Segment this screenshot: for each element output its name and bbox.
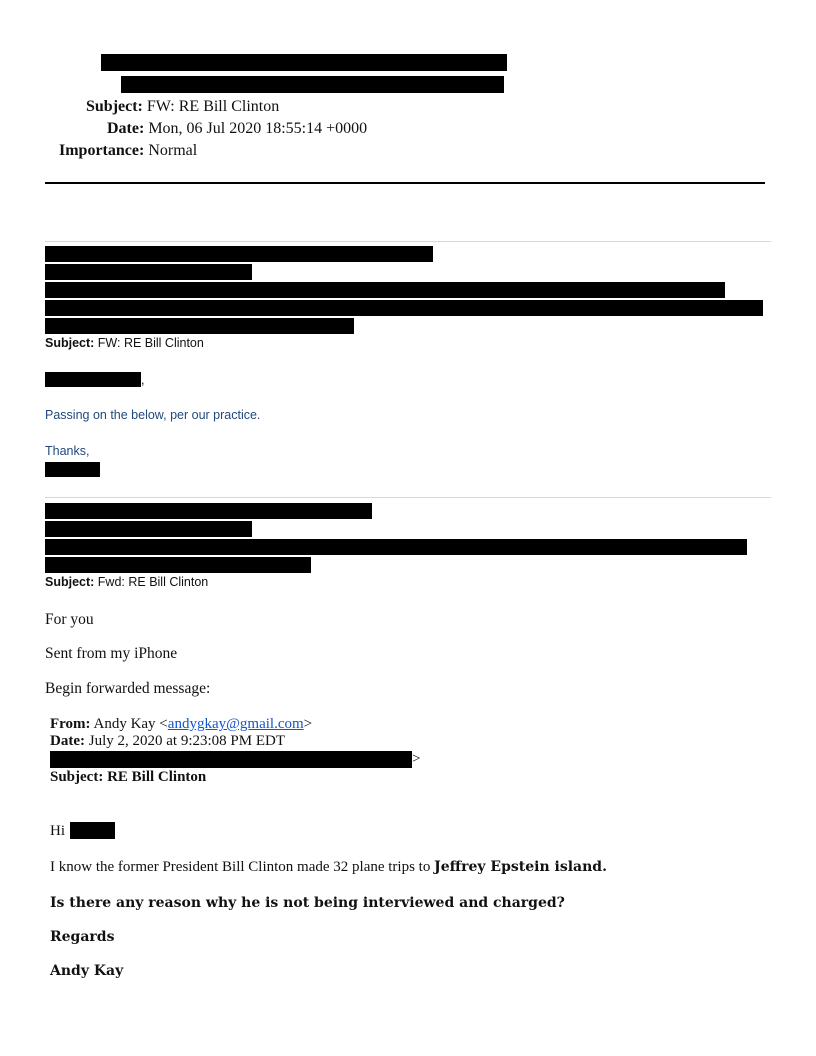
redacted-fwd1-from <box>45 246 433 262</box>
orig-greeting: Hi <box>50 823 65 839</box>
fwd2-subject <box>45 575 208 590</box>
header-date <box>107 120 367 138</box>
redacted-recipient-name <box>70 822 115 839</box>
fwd2-line-sent-from: Sent from my iPhone <box>45 645 178 662</box>
orig-from-label: From: <box>50 716 91 732</box>
header-importance <box>59 142 197 160</box>
orig-date-value: July 2, 2020 at 9:23:08 PM EDT <box>88 733 285 749</box>
fwd1-signoff: Thanks, <box>45 444 90 458</box>
header-subject-label: Subject: <box>86 98 143 115</box>
fwd2-line-begin: Begin forwarded message: <box>45 680 211 697</box>
header-importance-value: Normal <box>148 142 198 159</box>
header-importance-label: Importance: <box>59 142 145 159</box>
fwd2-line-for-you: For you <box>45 611 94 628</box>
redacted-fwd1-to <box>45 282 725 298</box>
forward-divider-2 <box>45 497 771 498</box>
orig-from-close: > <box>303 716 313 732</box>
fwd1-subject <box>45 336 204 351</box>
redacted-orig-to <box>50 751 412 768</box>
orig-paragraph-2: Is there any reason why he is not being interviewed and charged? <box>50 895 565 911</box>
orig-subject-label: Subject: <box>50 769 104 785</box>
greeting-comma: , <box>141 373 145 387</box>
orig-date-label: Date: <box>50 733 85 749</box>
orig-paragraph-1 <box>50 858 607 876</box>
fwd2-subject-label: Subject: <box>45 575 95 589</box>
orig-from-name: Andy Kay < <box>93 716 168 732</box>
fwd2-subject-value: Fwd: RE Bill Clinton <box>97 575 209 589</box>
fwd1-subject-label: Subject: <box>45 336 95 350</box>
header-divider <box>45 182 765 184</box>
redacted-signer <box>45 462 100 477</box>
redacted-fwd2-to <box>45 539 747 555</box>
forward-divider-1 <box>45 241 771 242</box>
redacted-from-line <box>101 54 507 71</box>
orig-date <box>50 733 285 750</box>
orig-from <box>50 716 312 733</box>
orig-regards: Regards <box>50 929 115 945</box>
redacted-fwd1-sent <box>45 264 252 280</box>
fwd1-subject-value: FW: RE Bill Clinton <box>97 336 204 350</box>
redacted-fwd2-cc <box>45 557 311 573</box>
orig-paragraph-1-bold: Jeffrey Epstein island. <box>434 859 607 875</box>
redacted-fwd1-cc <box>45 300 763 316</box>
orig-subject <box>50 769 206 786</box>
redacted-fwd2-sent <box>45 521 252 537</box>
header-date-value: Mon, 06 Jul 2020 18:55:14 +0000 <box>148 120 368 137</box>
orig-subject-value: RE Bill Clinton <box>107 769 207 785</box>
orig-signature: Andy Kay <box>50 963 124 979</box>
redacted-to-line <box>121 76 504 93</box>
header-date-label: Date: <box>107 120 145 137</box>
header-subject-value: FW: RE Bill Clinton <box>146 98 280 115</box>
header-subject <box>86 98 279 116</box>
redacted-fwd2-from <box>45 503 372 519</box>
redacted-greeting-name <box>45 372 141 387</box>
redacted-fwd1-cc2 <box>45 318 354 334</box>
fwd1-body: Passing on the below, per our practice. <box>45 408 261 422</box>
orig-paragraph-1-text: I know the former President Bill Clinton made 32 plane trips to <box>50 859 435 875</box>
orig-to-close: > <box>412 751 421 767</box>
orig-from-email-link[interactable]: andygkay@gmail.com <box>167 716 304 732</box>
